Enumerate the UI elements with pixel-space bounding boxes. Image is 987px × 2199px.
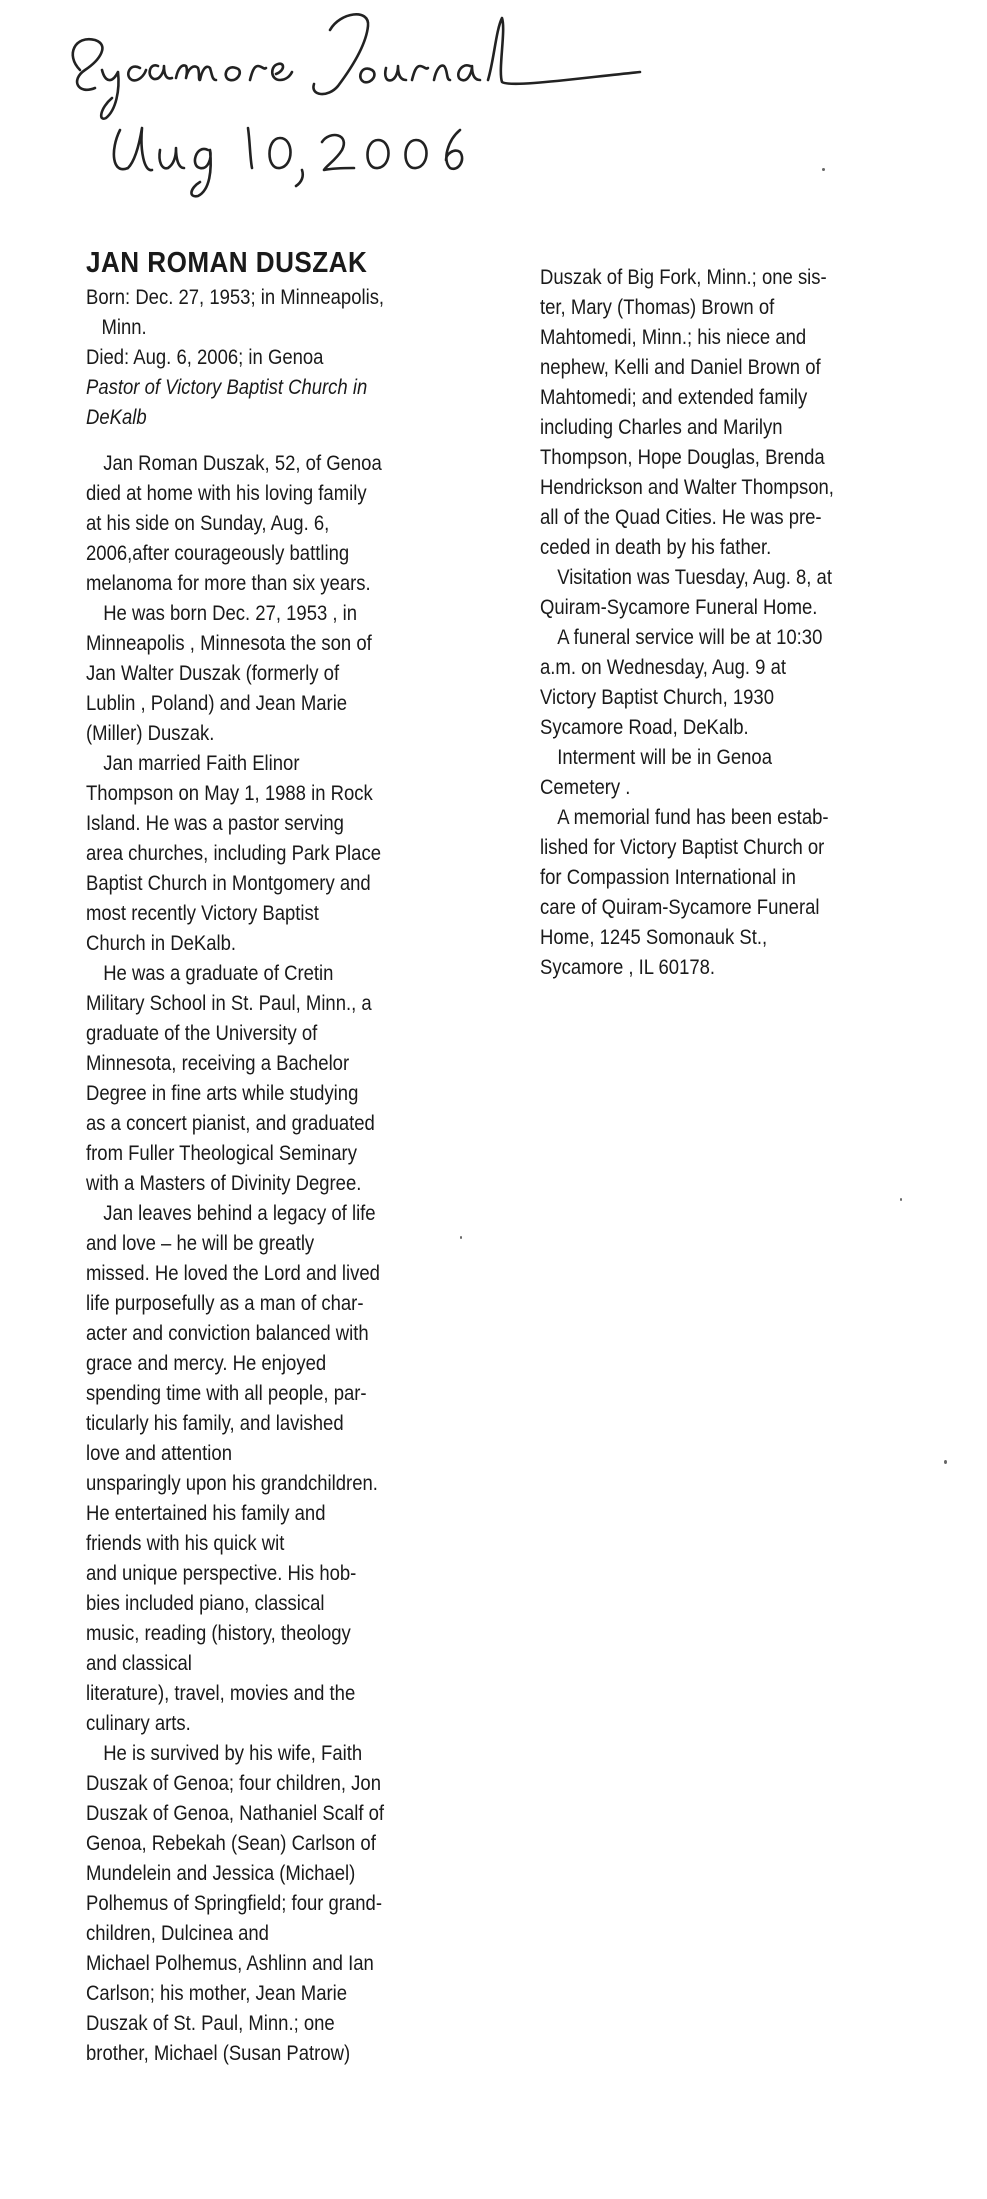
body-text-line: care of Quiram-Sycamore Funeral: [540, 895, 820, 919]
body-text-line: Jan leaves behind a legacy of life: [103, 1201, 376, 1225]
body-text-line: Duszak of Genoa; four children, Jon: [86, 1771, 381, 1795]
body-text-line: culinary arts.: [86, 1711, 191, 1735]
body-text-line: Sycamore Road, DeKalb.: [540, 715, 749, 739]
body-text-line: including Charles and Marilyn: [540, 415, 783, 439]
body-text-line: missed. He loved the Lord and lived: [86, 1261, 380, 1285]
scan-speck: [900, 1198, 902, 1201]
body-text-line: literature), travel, movies and the: [86, 1681, 356, 1705]
body-text-line: He is survived by his wife, Faith: [103, 1741, 363, 1765]
body-text-line: Mahtomedi; and extended family: [540, 385, 808, 409]
body-text-line: for Compassion International in: [540, 865, 796, 889]
body-text-line: Quiram-Sycamore Funeral Home.: [540, 595, 818, 619]
body-text-line: Polhemus of Springfield; four grand-: [86, 1891, 383, 1915]
born-line-continued: Minn.: [101, 315, 147, 339]
body-text-line: Michael Polhemus, Ashlinn and Ian: [86, 1951, 374, 1975]
body-text-line: a.m. on Wednesday, Aug. 9 at: [540, 655, 787, 679]
body-text-line: He entertained his family and: [86, 1501, 326, 1525]
body-text-line: Mundelein and Jessica (Michael): [86, 1861, 356, 1885]
handwritten-date: [40, 0, 41, 1]
handwriting-strokes: [40, 0, 660, 200]
body-text-line: Minnesota, receiving a Bachelor: [86, 1051, 350, 1075]
handwritten-note: [40, 0, 660, 200]
scan-speck: [822, 168, 825, 171]
born-line: Born: Dec. 27, 1953; in Minneapolis,: [86, 285, 385, 309]
body-text-line: Jan Roman Duszak, 52, of Genoa: [103, 451, 382, 475]
body-text-line: unsparingly upon his grandchildren.: [86, 1471, 378, 1495]
body-text-line: Duszak of Genoa, Nathaniel Scalf of: [86, 1801, 385, 1825]
body-text-line: as a concert pianist, and graduated: [86, 1111, 375, 1135]
body-text-line: Degree in fine arts while studying: [86, 1081, 359, 1105]
body-text-line: Jan married Faith Elinor: [103, 751, 300, 775]
body-text-line: Carlson; his mother, Jean Marie: [86, 1981, 348, 2005]
body-text-line: Thompson on May 1, 1988 in Rock: [86, 781, 373, 805]
body-text-line: graduate of the University of: [86, 1021, 318, 1045]
role-line-continued: DeKalb: [86, 405, 147, 429]
body-text-line: Mahtomedi, Minn.; his niece and: [540, 325, 807, 349]
obituary-body-left: [86, 448, 496, 2068]
died-line: Died: Aug. 6, 2006; in Genoa: [86, 345, 324, 369]
body-text-line: Military School in St. Paul, Minn., a: [86, 991, 372, 1015]
body-text-line: spending time with all people, par-: [86, 1381, 367, 1405]
role-line: Pastor of Victory Baptist Church in: [86, 375, 368, 399]
obituary-right-column: [540, 262, 920, 982]
scan-speck: [944, 1460, 947, 1464]
obituary-left-column: [86, 246, 496, 2068]
body-text-line: love and attention: [86, 1441, 232, 1465]
body-text-line: ceded in death by his father.: [540, 535, 772, 559]
body-text-line: from Fuller Theological Seminary: [86, 1141, 357, 1165]
body-text-line: all of the Quad Cities. He was pre-: [540, 505, 822, 529]
body-text-line: Lublin , Poland) and Jean Marie: [86, 691, 348, 715]
body-text-line: Duszak of Big Fork, Minn.; one sis-: [540, 265, 827, 289]
body-text-line: Cemetery .: [540, 775, 631, 799]
body-text-line: and classical: [86, 1651, 192, 1675]
body-text-line: Genoa, Rebekah (Sean) Carlson of: [86, 1831, 376, 1855]
body-text-line: brother, Michael (Susan Patrow): [86, 2041, 351, 2065]
body-text-line: grace and mercy. He enjoyed: [86, 1351, 327, 1375]
section-gap: [86, 432, 496, 448]
body-text-line: He was born Dec. 27, 1953 , in: [103, 601, 358, 625]
obituary-name: JAN ROMAN DUSZAK: [86, 247, 368, 279]
body-text-line: Sycamore , IL 60178.: [540, 955, 716, 979]
body-text-line: melanoma for more than six years.: [86, 571, 371, 595]
body-text-line: bies included piano, classical: [86, 1591, 325, 1615]
body-text-line: Interment will be in Genoa: [557, 745, 773, 769]
body-text-line: ter, Mary (Thomas) Brown of: [540, 295, 775, 319]
body-text-line: A memorial fund has been estab-: [557, 805, 829, 829]
body-text-line: friends with his quick wit: [86, 1531, 285, 1555]
body-text-line: lished for Victory Baptist Church or: [540, 835, 825, 859]
body-text-line: Baptist Church in Montgomery and: [86, 871, 371, 895]
scan-speck: [460, 1236, 462, 1239]
body-text-line: Duszak of St. Paul, Minn.; one: [86, 2011, 335, 2035]
body-text-line: Island. He was a pastor serving: [86, 811, 344, 835]
body-text-line: children, Dulcinea and: [86, 1921, 269, 1945]
body-text-line: life purposefully as a man of char-: [86, 1291, 364, 1315]
body-text-line: ticularly his family, and lavished: [86, 1411, 344, 1435]
body-text-line: Victory Baptist Church, 1930: [540, 685, 774, 709]
body-text-line: and love – he will be greatly: [86, 1231, 315, 1255]
body-text-line: Church in DeKalb.: [86, 931, 237, 955]
body-text-line: music, reading (history, theology: [86, 1621, 351, 1645]
body-text-line: (Miller) Duszak.: [86, 721, 215, 745]
body-text-line: most recently Victory Baptist: [86, 901, 319, 925]
body-text-line: Visitation was Tuesday, Aug. 8, at: [557, 565, 832, 589]
body-text-line: Hendrickson and Walter Thompson,: [540, 475, 834, 499]
body-text-line: acter and conviction balanced with: [86, 1321, 369, 1345]
body-text-line: died at home with his loving family: [86, 481, 367, 505]
body-text-line: with a Masters of Divinity Degree.: [86, 1171, 362, 1195]
body-text-line: 2006,after courageously battling: [86, 541, 350, 565]
body-text-line: Jan Walter Duszak (formerly of: [86, 661, 340, 685]
body-text-line: area churches, including Park Place: [86, 841, 381, 865]
body-text-line: Minneapolis , Minnesota the son of: [86, 631, 372, 655]
obituary-body-right: [540, 262, 920, 982]
body-text-line: nephew, Kelli and Daniel Brown of: [540, 355, 821, 379]
body-text-line: Thompson, Hope Douglas, Brenda: [540, 445, 825, 469]
body-text-line: at his side on Sunday, Aug. 6,: [86, 511, 330, 535]
body-text-line: He was a graduate of Cretin: [103, 961, 334, 985]
body-text-line: Home, 1245 Somonauk St.,: [540, 925, 768, 949]
body-text-line: and unique perspective. His hob-: [86, 1561, 357, 1585]
body-text-line: A funeral service will be at 10:30: [557, 625, 823, 649]
